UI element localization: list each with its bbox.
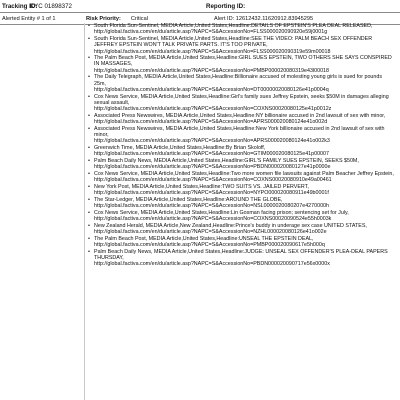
media-hit-item: [88, 171, 394, 184]
media-hit-description: The Daily Telegraph, MEDIA Article,United States,Headline:Billionaire accused of molesting young girls is sued for pounds 25m,: [94, 74, 383, 87]
media-hit-description: Cox News Service, MEDIA Article,United States,Headline:Lin Gosman facing prison; sentencing set for July,: [94, 209, 349, 216]
media-hit-description: South Florida Sun-Sentinel, MEDIA Article,United States,Headline:DETAILS OF EPSTEIN'S PLEA DEAL RELEASED,: [94, 23, 373, 29]
tracking-header: [0, 0, 400, 13]
reporting-id-label: Reporting ID:: [206, 2, 246, 10]
media-hits-section: [0, 23, 400, 400]
media-hit-item: [88, 94, 394, 113]
media-hit-item: [88, 197, 394, 210]
risk-priority-label: Risk Priority:: [86, 15, 121, 22]
media-hit-item: [88, 23, 394, 36]
media-hit-link[interactable]: http://global.factiva.com/en/du/article.asp?NAPC=S&AccessionNo=PMBP000020080319e43l00018: [94, 67, 329, 74]
media-hit-link[interactable]: http://global.factiva.com/en/du/article.asp?NAPC=S&AccessionNo=GTIM000020080125e41p00007: [94, 151, 329, 158]
media-hit-link[interactable]: http://global.factiva.com/en/du/article.asp?NAPC=S&AccessionNo=COXNS00020090524e55h0003k: [94, 216, 332, 223]
alerted-entity-count: Alerted Entity # 1 of 1: [2, 15, 56, 22]
media-hit-link[interactable]: http://global.factiva.com/en/du/article.asp?NAPC=S&AccessionNo=PBDN000020090717e56x0000x: [94, 261, 330, 268]
media-hit-link[interactable]: http://global.factiva.com/en/du/article.asp?NAPC=S&AccessionNo=DT00000020080126e41p0004q: [94, 87, 329, 93]
media-hit-link[interactable]: http://global.factiva.com/en/du/article.asp?NAPC=S&AccessionNo=FLSS000020090319e59m00018: [94, 48, 331, 55]
media-hit-description: The Palm Beach Post, MEDIA Article,United States,Headline:GIRL SUES EPSTEIN, TWO OTHERS SHE SAYS CONSPIRED IN MASSAGES,: [94, 55, 392, 68]
media-hit-list: [0, 23, 400, 267]
media-hit-link[interactable]: http://global.factiva.com/en/du/article.asp?NAPC=S&AccessionNo=NSL0000020080207e4270000h: [94, 203, 329, 210]
media-hit-description: Associated Press Newswires, MEDIA Article,United States,Headline:NY billionaire accused in 2nd lawsuit of sex with minor,: [94, 112, 386, 119]
media-hit-description: Cox News Service, MEDIA Article,United States,Headline:Two more women file lawsuits against Palm Beacher Jeffrey Epstein,: [94, 170, 394, 177]
media-hit-description: The Star-Ledger, MEDIA Article,United States,Headline:AROUND THE GLOBE,: [94, 196, 283, 203]
media-hit-item: [88, 55, 394, 74]
tracking-id-label: Tracking ID:: [2, 2, 38, 10]
media-hit-description: Associated Press Newswires, MEDIA Article,United States,Headline:New York billionaire accused in 2nd lawsuit of sex with minor,: [94, 125, 385, 139]
media-hit-item: [88, 210, 394, 223]
media-hit-description: Palm Beach Daily News, MEDIA Article,United States,Headline:GIRL'S FAMILY SUES EPSTEIN, SEEKS $50M,: [94, 157, 359, 164]
media-hit-item: [88, 236, 394, 249]
media-hit-item: [88, 249, 394, 268]
risk-priority-value: Critical: [130, 15, 148, 22]
media-hit-link[interactable]: http://global.factiva.com/en/du/article.asp?NAPC=S&AccessionNo=PMBP000020090617e5h000q: [94, 241, 325, 248]
media-hit-item: [88, 126, 394, 145]
media-hit-link[interactable]: http://global.factiva.com/en/du/article.asp?NAPC=S&AccessionNo=COXNS00020080125e41p0012z: [94, 106, 332, 113]
column-divider: [84, 23, 85, 400]
alert-id: Alert ID: 12612432.11620912.83945295: [214, 15, 314, 22]
media-hit-link[interactable]: http://global.factiva.com/en/du/article.asp?NAPC=S&AccessionNo=FLSS000020090920e59j0001g: [94, 29, 328, 36]
media-hit-item: [88, 36, 394, 55]
media-hit-item: [88, 113, 394, 126]
media-hit-item: [88, 223, 394, 236]
media-hit-description: Palm Beach Daily News, MEDIA Article,United States,Headline:JUDGE: UNSEAL SEX OFFENDER'S PLEA-DEAL PAPERS THURSDAY,: [94, 248, 388, 261]
media-hit-description: New Zealand Herald, MEDIA Article,New Zealand,Headline:Prince's buddy in underage sex case UNITED STATES,: [94, 222, 367, 229]
media-hit-link[interactable]: http://global.factiva.com/en/du/article.asp?NAPC=S&AccessionNo=APRS000020080124e41o002k3: [94, 138, 330, 145]
risk-priority: [86, 16, 214, 22]
media-hit-description: New York Post, MEDIA Article,United States,Headline:TWO SUITS VS. JAILED PERVERT,: [94, 183, 309, 190]
media-hit-description: Cox News Service, MEDIA Article,United States,Headline:Girl's family sues Jeffrey Epstein, seeks $50M in damages alleging sexual assault,: [94, 93, 389, 106]
media-hit-description: The Palm Beach Post, MEDIA Article,United States,Headline:UNSEAL THE EPSTEIN DEAL,: [94, 235, 314, 242]
media-hit-link[interactable]: http://global.factiva.com/en/du/article.asp?NAPC=S&AccessionNo=NZHL000020080126e41o002e: [94, 228, 327, 235]
media-hit-description: South Florida Sun-Sentinel, MEDIA Article,United States,Headline:SEE THE VIDEO: PALM BEACH SEX OFFENDER JEFFREY EPSTEIN WON'T TALK PRIVATE PARTS. IT'S TOO PRIVATE,: [94, 35, 373, 49]
media-hit-link[interactable]: http://global.factiva.com/en/du/article.asp?NAPC=S&AccessionNo=NYPO000020080911e49b0001f: [94, 190, 329, 197]
media-hit-item: [88, 145, 394, 158]
tracking-id-value: KYC 01898372: [30, 2, 72, 10]
media-hit-description: Greenwich Time, MEDIA Article,United States,Headline:By Brian Skoloff,: [94, 145, 266, 152]
media-hit-link[interactable]: http://global.factiva.com/en/du/article.asp?NAPC=S&AccessionNo=COXNS00020080910e49a00461: [94, 177, 332, 184]
media-hit-link[interactable]: http://global.factiva.com/en/du/article.asp?NAPC=S&AccessionNo=APRS000020080124e41o002d: [94, 119, 328, 126]
media-hit-item: [88, 158, 394, 171]
media-hit-item: [88, 184, 394, 197]
media-hit-item: [88, 74, 394, 93]
media-hit-link[interactable]: http://global.factiva.com/en/du/article.asp?NAPC=S&AccessionNo=PBDN000020080127e41p0000e: [94, 164, 331, 171]
